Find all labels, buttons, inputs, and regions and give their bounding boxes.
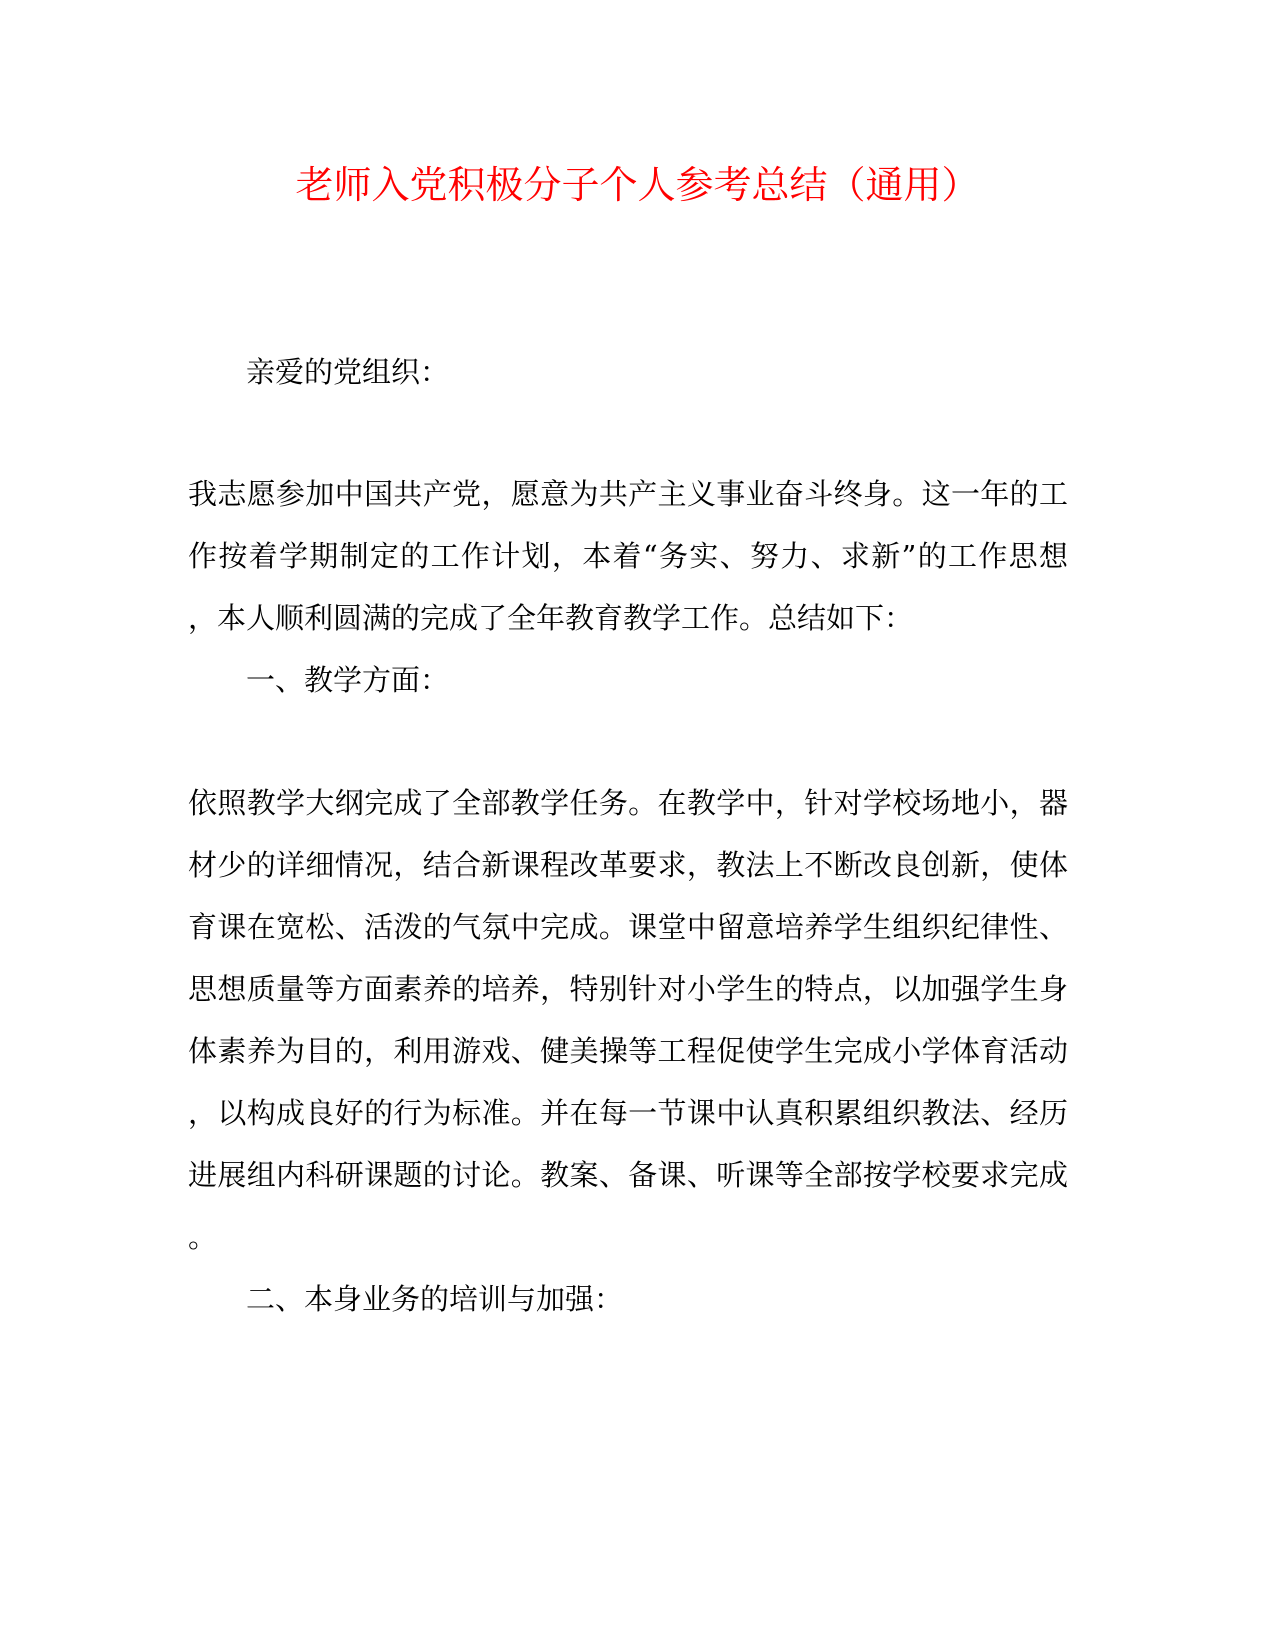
paragraph2-line: 进展组内科研课题的讨论。教案、备课、听课等全部按学校要求完成 xyxy=(188,1158,1068,1192)
paragraph1-line: ，本人顺利圆满的完成了全年教育教学工作。总结如下： xyxy=(188,601,914,635)
section1-heading: 一、教学方面： xyxy=(246,663,450,697)
document-title: 老师入党积极分子个人参考总结（通用） xyxy=(295,163,980,207)
paragraph2-line: 。 xyxy=(188,1220,218,1254)
paragraph2-line: 体素养为目的，利用游戏、健美操等工程促使学生完成小学体育活动 xyxy=(188,1034,1068,1068)
salutation: 亲爱的党组织： xyxy=(246,355,450,389)
paragraph2-line: 依照教学大纲完成了全部教学任务。在教学中，针对学校场地小，器 xyxy=(188,786,1068,820)
paragraph1-line: 我志愿参加中国共产党，愿意为共产主义事业奋斗终身。这一年的工 xyxy=(188,477,1068,511)
section2-heading: 二、本身业务的培训与加强： xyxy=(246,1282,624,1316)
paragraph2-line: 思想质量等方面素养的培养，特别针对小学生的特点，以加强学生身 xyxy=(188,972,1068,1006)
paragraph2-line: 育课在宽松、活泼的气氛中完成。课堂中留意培养学生组织纪律性、 xyxy=(188,910,1068,944)
paragraph2-line: 材少的详细情况，结合新课程改革要求，教法上不断改良创新，使体 xyxy=(188,848,1068,882)
paragraph2-line: ，以构成良好的行为标准。并在每一节课中认真积累组织教法、经历 xyxy=(188,1096,1068,1130)
paragraph1-line: 作按着学期制定的工作计划，本着“务实、努力、求新”的工作思想 xyxy=(188,539,1068,573)
